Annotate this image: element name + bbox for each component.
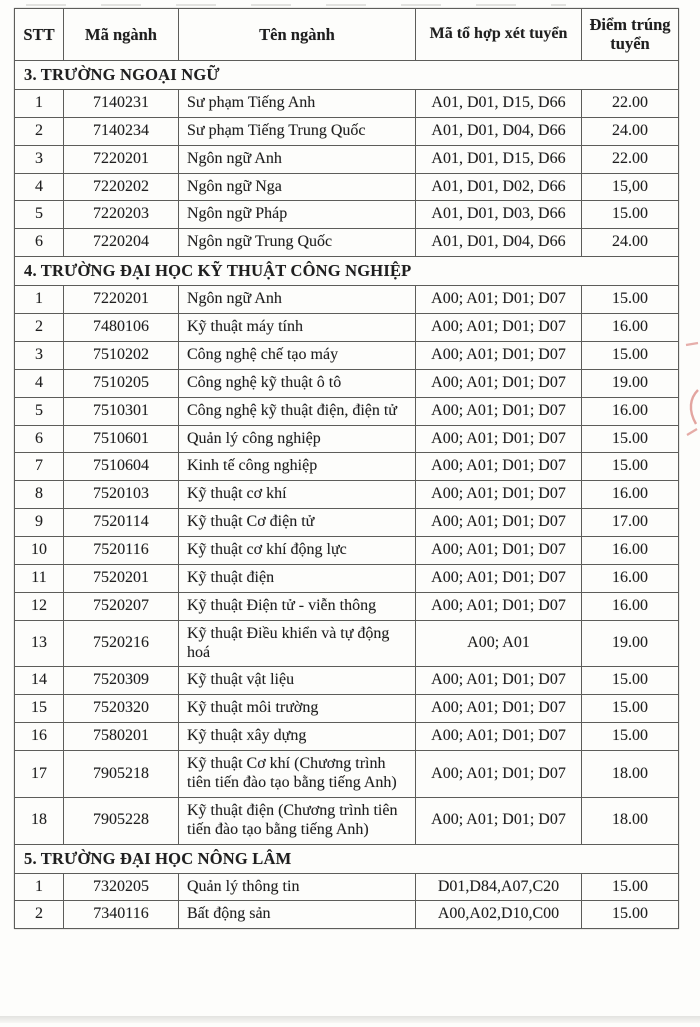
- cell-stt: 17: [15, 751, 64, 798]
- cell-stt: 12: [15, 592, 64, 620]
- cell-score: 15.00: [582, 341, 679, 369]
- cell-code: 7905228: [64, 797, 179, 844]
- cell-combo: A00; A01; D01; D07: [416, 453, 582, 481]
- cell-score: 15.00: [582, 667, 679, 695]
- cell-stt: 11: [15, 564, 64, 592]
- cell-score: 16.00: [582, 397, 679, 425]
- table-row: [15, 201, 679, 229]
- cell-combo: A00; A01; D01; D07: [416, 667, 582, 695]
- cell-stt: 18: [15, 797, 64, 844]
- cell-score: 24.00: [582, 117, 679, 145]
- cell-code: 7520116: [64, 537, 179, 565]
- cell-stt: 13: [15, 620, 64, 667]
- cell-stt: 1: [15, 873, 64, 901]
- table-row: [15, 229, 679, 257]
- table-row: [15, 695, 679, 723]
- cell-stt: 5: [15, 201, 64, 229]
- cell-name: Ngôn ngữ Nga: [179, 173, 416, 201]
- column-header-diem-trung-tuyen: Điểm trúng tuyển: [582, 9, 679, 61]
- cell-score: 15.00: [582, 286, 679, 314]
- table-row: [15, 173, 679, 201]
- cell-code: 7480106: [64, 314, 179, 342]
- table-body: [15, 60, 679, 928]
- cell-code: 7520201: [64, 564, 179, 592]
- scan-red-mark-3: [686, 427, 698, 437]
- cell-stt: 2: [15, 901, 64, 929]
- cell-stt: 1: [15, 286, 64, 314]
- cell-combo: A01, D01, D03, D66: [416, 201, 582, 229]
- cell-code: 7520207: [64, 592, 179, 620]
- cell-name: Kỹ thuật cơ khí: [179, 481, 416, 509]
- cell-combo: A00; A01; D01; D07: [416, 509, 582, 537]
- table-row: [15, 397, 679, 425]
- section-row: [15, 60, 679, 89]
- section-title: 3. TRƯỜNG NGOẠI NGỮ: [15, 60, 679, 89]
- cell-combo: A00; A01; D01; D07: [416, 425, 582, 453]
- cell-score: 15.00: [582, 453, 679, 481]
- section-title: 4. TRƯỜNG ĐẠI HỌC KỸ THUẬT CÔNG NGHIỆP: [15, 257, 679, 286]
- cell-name: Kỹ thuật môi trường: [179, 695, 416, 723]
- header-row: [15, 9, 679, 61]
- section-title: 5. TRƯỜNG ĐẠI HỌC NÔNG LÂM: [15, 844, 679, 873]
- cell-stt: 10: [15, 537, 64, 565]
- cell-score: 15.00: [582, 201, 679, 229]
- cell-name: Ngôn ngữ Trung Quốc: [179, 229, 416, 257]
- table-row: [15, 286, 679, 314]
- cell-combo: A00; A01; D01; D07: [416, 286, 582, 314]
- cell-score: 22.00: [582, 89, 679, 117]
- cell-score: 16.00: [582, 537, 679, 565]
- cell-stt: 6: [15, 229, 64, 257]
- table-row: [15, 509, 679, 537]
- cell-name: Sư phạm Tiếng Anh: [179, 89, 416, 117]
- cell-name: Công nghệ kỹ thuật ô tô: [179, 369, 416, 397]
- cell-name: Kỹ thuật Điều khiển và tự động hoá: [179, 620, 416, 667]
- table-row: [15, 481, 679, 509]
- table-row: [15, 667, 679, 695]
- cell-combo: A00; A01; D01; D07: [416, 695, 582, 723]
- cell-combo: A00; A01; D01; D07: [416, 723, 582, 751]
- cell-code: 7520216: [64, 620, 179, 667]
- cell-code: 7520103: [64, 481, 179, 509]
- cell-score: 15,00: [582, 173, 679, 201]
- cell-combo: A00; A01; D01; D07: [416, 397, 582, 425]
- cell-combo: A01, D01, D15, D66: [416, 145, 582, 173]
- table-row: [15, 425, 679, 453]
- cell-score: 16.00: [582, 314, 679, 342]
- cell-combo: D01,D84,A07,C20: [416, 873, 582, 901]
- table-row: [15, 797, 679, 844]
- cell-combo: A00; A01; D01; D07: [416, 369, 582, 397]
- section-row: [15, 257, 679, 286]
- cell-score: 16.00: [582, 481, 679, 509]
- cell-stt: 4: [15, 173, 64, 201]
- cell-combo: A00; A01; D01; D07: [416, 564, 582, 592]
- table-header: [15, 9, 679, 61]
- table-row: [15, 564, 679, 592]
- cell-name: Ngôn ngữ Anh: [179, 145, 416, 173]
- table-row: [15, 314, 679, 342]
- table-row: [15, 453, 679, 481]
- table-row: [15, 620, 679, 667]
- cell-code: 7520320: [64, 695, 179, 723]
- cell-combo: A00,A02,D10,C00: [416, 901, 582, 929]
- admission-scores-table: [14, 8, 679, 929]
- scan-red-mark-1: [685, 340, 699, 348]
- column-header-ma-nganh: Mã ngành: [64, 9, 179, 61]
- column-header-ten-nganh: Tên ngành: [179, 9, 416, 61]
- cell-score: 17.00: [582, 509, 679, 537]
- scan-smudge-bottom: [0, 1016, 700, 1023]
- cell-code: 7520309: [64, 667, 179, 695]
- cell-code: 7905218: [64, 751, 179, 798]
- table-row: [15, 117, 679, 145]
- cell-combo: A00; A01; D01; D07: [416, 341, 582, 369]
- cell-code: 7510301: [64, 397, 179, 425]
- cell-score: 16.00: [582, 564, 679, 592]
- cell-code: 7510202: [64, 341, 179, 369]
- cell-name: Kỹ thuật Cơ điện tử: [179, 509, 416, 537]
- cell-stt: 3: [15, 145, 64, 173]
- cell-name: Kỹ thuật cơ khí động lực: [179, 537, 416, 565]
- cell-stt: 4: [15, 369, 64, 397]
- cell-name: Ngôn ngữ Anh: [179, 286, 416, 314]
- cell-code: 7510604: [64, 453, 179, 481]
- cell-score: 15.00: [582, 723, 679, 751]
- cell-score: 22.00: [582, 145, 679, 173]
- cell-stt: 2: [15, 314, 64, 342]
- cell-code: 7510601: [64, 425, 179, 453]
- cell-stt: 15: [15, 695, 64, 723]
- cell-combo: A01, D01, D02, D66: [416, 173, 582, 201]
- cell-combo: A00; A01; D01; D07: [416, 481, 582, 509]
- cell-code: 7520114: [64, 509, 179, 537]
- cell-stt: 14: [15, 667, 64, 695]
- cell-combo: A01, D01, D15, D66: [416, 89, 582, 117]
- table-row: [15, 89, 679, 117]
- table-row: [15, 723, 679, 751]
- cell-name: Quản lý công nghiệp: [179, 425, 416, 453]
- cell-score: 15.00: [582, 873, 679, 901]
- cell-stt: 7: [15, 453, 64, 481]
- cell-code: 7580201: [64, 723, 179, 751]
- cell-code: 7220203: [64, 201, 179, 229]
- cell-code: 7140234: [64, 117, 179, 145]
- table-row: [15, 751, 679, 798]
- cell-stt: 6: [15, 425, 64, 453]
- table-row: [15, 369, 679, 397]
- cell-combo: A01, D01, D04, D66: [416, 117, 582, 145]
- cell-score: 15.00: [582, 695, 679, 723]
- cell-score: 16.00: [582, 592, 679, 620]
- table-row: [15, 901, 679, 929]
- cell-name: Kỹ thuật vật liệu: [179, 667, 416, 695]
- column-header-stt: STT: [15, 9, 64, 61]
- cell-name: Ngôn ngữ Pháp: [179, 201, 416, 229]
- cell-combo: A00; A01; D01; D07: [416, 592, 582, 620]
- section-row: [15, 844, 679, 873]
- cell-name: Kỹ thuật máy tính: [179, 314, 416, 342]
- cell-name: Kinh tế công nghiệp: [179, 453, 416, 481]
- cell-name: Sư phạm Tiếng Trung Quốc: [179, 117, 416, 145]
- cell-code: 7220201: [64, 145, 179, 173]
- cell-name: Kỹ thuật điện: [179, 564, 416, 592]
- cell-code: 7220204: [64, 229, 179, 257]
- cell-code: 7140231: [64, 89, 179, 117]
- cell-combo: A00; A01; D01; D07: [416, 751, 582, 798]
- cell-code: 7340116: [64, 901, 179, 929]
- cell-name: Công nghệ chế tạo máy: [179, 341, 416, 369]
- cell-score: 18.00: [582, 751, 679, 798]
- table-row: [15, 873, 679, 901]
- cell-stt: 5: [15, 397, 64, 425]
- cell-name: Kỹ thuật điện (Chương trình tiên tiến đào tạo bằng tiếng Anh): [179, 797, 416, 844]
- cell-score: 18.00: [582, 797, 679, 844]
- cell-code: 7220201: [64, 286, 179, 314]
- cell-name: Kỹ thuật Điện tử - viễn thông: [179, 592, 416, 620]
- table-row: [15, 592, 679, 620]
- cell-stt: 8: [15, 481, 64, 509]
- cell-combo: A00; A01; D01; D07: [416, 797, 582, 844]
- cell-stt: 16: [15, 723, 64, 751]
- cell-stt: 9: [15, 509, 64, 537]
- cell-name: Quản lý thông tin: [179, 873, 416, 901]
- cell-combo: A00; A01; D01; D07: [416, 537, 582, 565]
- cell-name: Kỹ thuật Cơ khí (Chương trình tiên tiến đào tạo bằng tiếng Anh): [179, 751, 416, 798]
- cell-code: 7320205: [64, 873, 179, 901]
- cell-stt: 2: [15, 117, 64, 145]
- scan-smudge-top: [26, 4, 566, 6]
- table-row: [15, 145, 679, 173]
- cell-combo: A01, D01, D04, D66: [416, 229, 582, 257]
- cell-name: Bất động sản: [179, 901, 416, 929]
- cell-stt: 3: [15, 341, 64, 369]
- cell-stt: 1: [15, 89, 64, 117]
- cell-code: 7510205: [64, 369, 179, 397]
- cell-combo: A00; A01; D01; D07: [416, 314, 582, 342]
- scan-red-mark-2: [684, 388, 700, 426]
- cell-score: 15.00: [582, 425, 679, 453]
- cell-code: 7220202: [64, 173, 179, 201]
- cell-score: 19.00: [582, 620, 679, 667]
- cell-score: 15.00: [582, 901, 679, 929]
- column-header-ma-to-hop: Mã tổ hợp xét tuyển: [416, 9, 582, 61]
- cell-name: Công nghệ kỹ thuật điện, điện tử: [179, 397, 416, 425]
- cell-score: 24.00: [582, 229, 679, 257]
- cell-combo: A00; A01: [416, 620, 582, 667]
- table-row: [15, 341, 679, 369]
- cell-name: Kỹ thuật xây dựng: [179, 723, 416, 751]
- table-row: [15, 537, 679, 565]
- cell-score: 19.00: [582, 369, 679, 397]
